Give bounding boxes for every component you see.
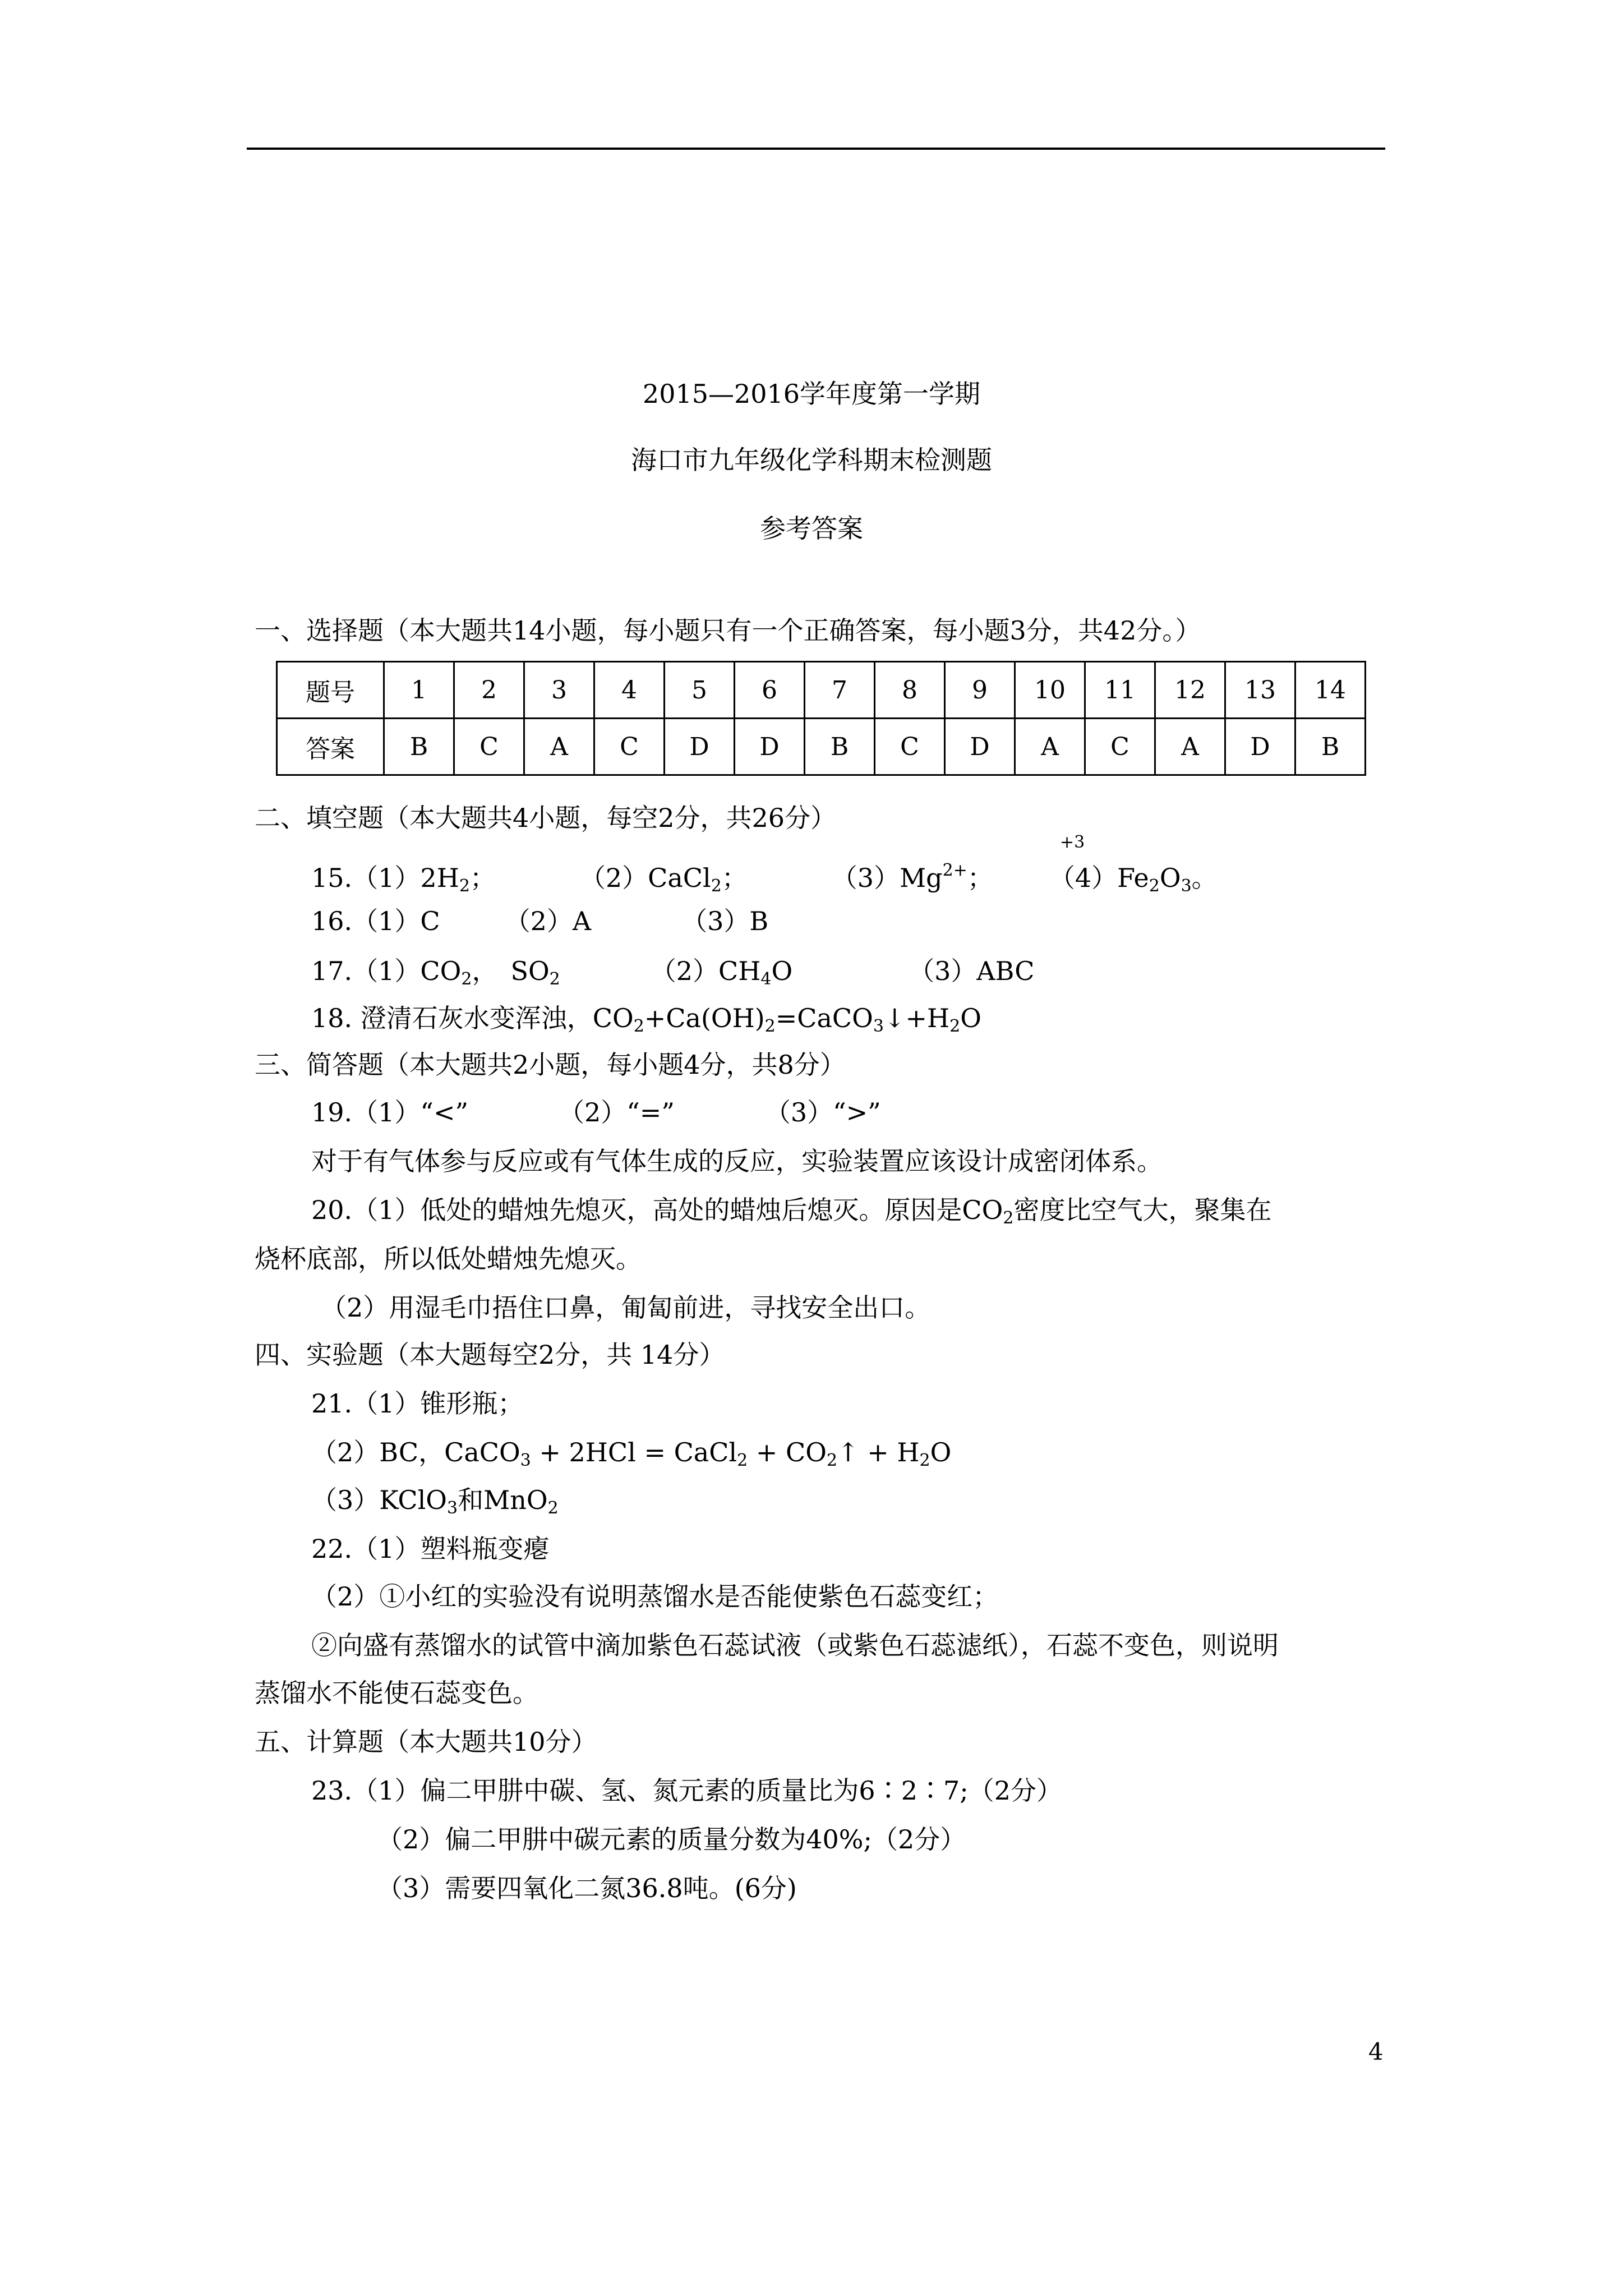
table-cell: B [1295, 719, 1366, 775]
table-cell: C [594, 719, 665, 775]
question-22-part3: ②向盛有蒸馏水的试管中滴加紫色石蕊试液（或紫色石蕊滤纸），石蕊不变色，则说明 [311, 1630, 1279, 1660]
question-22-part1: 22.（1）塑料瓶变瘪 [311, 1534, 550, 1564]
question-19: 19.（1）“<” （2）“=” （3）“>” [311, 1097, 881, 1128]
q21-text: O [930, 1437, 952, 1467]
q18-text: =CaCO [775, 1003, 873, 1033]
q21-sub: 2 [826, 1451, 838, 1470]
q18-text: 18. 澄清石灰水变浑浊，CO [311, 1003, 634, 1033]
q15-part3: （3）Mg [831, 863, 943, 893]
question-23-part3: （3）需要四氧化二氮36.8吨。(6分) [377, 1873, 797, 1903]
table-cell: D [1225, 719, 1295, 775]
question-21-part1: 21.（1）锥形瓶； [311, 1388, 524, 1419]
table-cell: C [875, 719, 945, 775]
table-cell: 10 [1015, 662, 1085, 719]
q15-part4: （4）Fe [1049, 863, 1149, 893]
q15-part4-sub1: 2 [1149, 876, 1160, 896]
table-cell: A [524, 719, 594, 775]
q17-sub: 4 [760, 969, 772, 989]
question-16: 16.（1）C （2）A （3）B [311, 906, 769, 936]
q15-number: 15. [311, 863, 353, 893]
table-label-number: 题号 [277, 662, 384, 719]
table-cell: D [945, 719, 1015, 775]
q15-part4-sub2: 3 [1181, 876, 1192, 896]
q20-text: 密度比空气大，聚集在 [1013, 1195, 1272, 1225]
table-cell: A [1155, 719, 1225, 775]
q15-part3-end: ； [967, 863, 993, 893]
q17-text: （2）CH [560, 956, 761, 986]
q21-text: （3）KClO [311, 1485, 448, 1515]
table-cell: 9 [945, 662, 1015, 719]
table-cell: A [1015, 719, 1085, 775]
q18-text: +Ca(OH) [644, 1003, 765, 1033]
question-19-note: 对于有气体参与反应或有气体生成的反应，实验装置应该设计成密闭体系。 [311, 1146, 1163, 1176]
table-cell: 12 [1155, 662, 1225, 719]
q18-sub: 2 [949, 1016, 961, 1036]
q15-part1-sub: 2 [459, 876, 470, 896]
oxidation-state: +3 [1060, 832, 1085, 852]
q21-text: ↑ + H [837, 1437, 920, 1467]
question-15 [311, 854, 1218, 903]
q20-text: 20.（1）低处的蜡烛先熄灭，高处的蜡烛后熄灭。原因是CO [311, 1195, 1003, 1225]
q15-part1: （1）2H [352, 863, 459, 893]
table-cell: B [805, 719, 875, 775]
title-year: 2015—2016学年度第一学期 [642, 379, 981, 409]
question-22-part3-cont: 蒸馏水不能使石蕊变色。 [255, 1678, 538, 1708]
table-cell: 8 [875, 662, 945, 719]
section5-heading: 五、计算题（本大题共10分） [255, 1727, 597, 1757]
table-cell: 1 [384, 662, 454, 719]
q15-part2-sub: 2 [711, 876, 722, 896]
q17-sub: 2 [549, 969, 560, 989]
question-23-part2: （2）偏二甲肼中碳元素的质量分数为40%;（2分） [377, 1824, 966, 1855]
table-cell: 11 [1085, 662, 1155, 719]
table-label-answer: 答案 [277, 719, 384, 775]
q21-text: 和MnO [458, 1485, 548, 1515]
question-18 [311, 1001, 981, 1043]
table-cell: 14 [1295, 662, 1366, 719]
question-21-part3 [311, 1483, 559, 1525]
page-number: 4 [1368, 2038, 1384, 2065]
question-20-part1-cont: 烧杯底部，所以低处蜡烛先熄灭。 [255, 1244, 642, 1274]
table-row-answers [277, 719, 1366, 775]
q15-part4-mid: O [1159, 863, 1181, 893]
question-20-part1 [311, 1193, 1271, 1235]
q15-part1-end: ； [469, 863, 496, 893]
section2-heading: 二、填空题（本大题共4小题，每空2分，共26分） [255, 803, 837, 833]
table-cell: 5 [665, 662, 735, 719]
question-17 [311, 954, 1035, 996]
table-cell: 2 [454, 662, 524, 719]
q18-text: O [960, 1003, 981, 1033]
section3-heading: 三、简答题（本大题共2小题，每小题4分，共8分） [255, 1050, 846, 1080]
q15-part4-end: 。 [1191, 863, 1218, 893]
title-exam: 海口市九年级化学科期末检测题 [631, 445, 992, 475]
table-cell: 3 [524, 662, 594, 719]
header-rule [247, 148, 1385, 150]
question-21-part2 [311, 1435, 951, 1478]
title-answer-key: 参考答案 [760, 513, 863, 544]
q15-part2-end: ； [721, 863, 748, 893]
table-cell: D [735, 719, 805, 775]
table-cell: D [665, 719, 735, 775]
table-cell: 7 [805, 662, 875, 719]
q18-sub: 2 [764, 1016, 776, 1036]
q18-sub: 3 [873, 1016, 884, 1036]
q17-text: 17.（1）CO [311, 956, 462, 986]
q17-text: ， SO [472, 956, 550, 986]
q18-sub: 2 [633, 1016, 644, 1036]
q21-text: + 2HCl = CaCl [531, 1437, 737, 1467]
q21-sub: 3 [520, 1451, 531, 1470]
q17-sub: 2 [461, 969, 472, 989]
q21-sub: 2 [919, 1451, 930, 1470]
q21-text: + CO [748, 1437, 827, 1467]
table-cell: B [384, 719, 454, 775]
table-cell: 4 [594, 662, 665, 719]
q17-text: O （3）ABC [771, 956, 1035, 986]
table-row-numbers [277, 662, 1366, 719]
table-cell: 13 [1225, 662, 1295, 719]
question-22-part2: （2）①小红的实验没有说明蒸馏水是否能使紫色石蕊变红； [311, 1581, 999, 1612]
table-cell: C [454, 719, 524, 775]
q21-sub: 2 [547, 1498, 559, 1518]
section1-heading: 一、选择题（本大题共14小题，每小题只有一个正确答案，每小题3分，共42分。） [255, 615, 1201, 646]
q18-text: ↓+H [883, 1003, 950, 1033]
q20-sub: 2 [1003, 1208, 1014, 1228]
question-20-part2: （2）用湿毛巾捂住口鼻，匍匐前进，寻找安全出口。 [321, 1292, 931, 1323]
table-cell: 6 [735, 662, 805, 719]
q21-sub: 2 [737, 1451, 748, 1470]
q15-part2: （2）CaCl [579, 863, 711, 893]
section4-heading: 四、实验题（本大题每空2分，共 14分） [255, 1340, 725, 1370]
answer-table [276, 661, 1366, 776]
table-cell: C [1085, 719, 1155, 775]
q21-text: （2）BC，CaCO [311, 1437, 520, 1467]
q15-part3-sup: 2+ [942, 861, 967, 880]
q21-sub: 3 [447, 1498, 458, 1518]
question-23-part1: 23.（1）偏二甲肼中碳、氢、氮元素的质量比为6∶2∶7;（2分） [311, 1775, 1062, 1806]
